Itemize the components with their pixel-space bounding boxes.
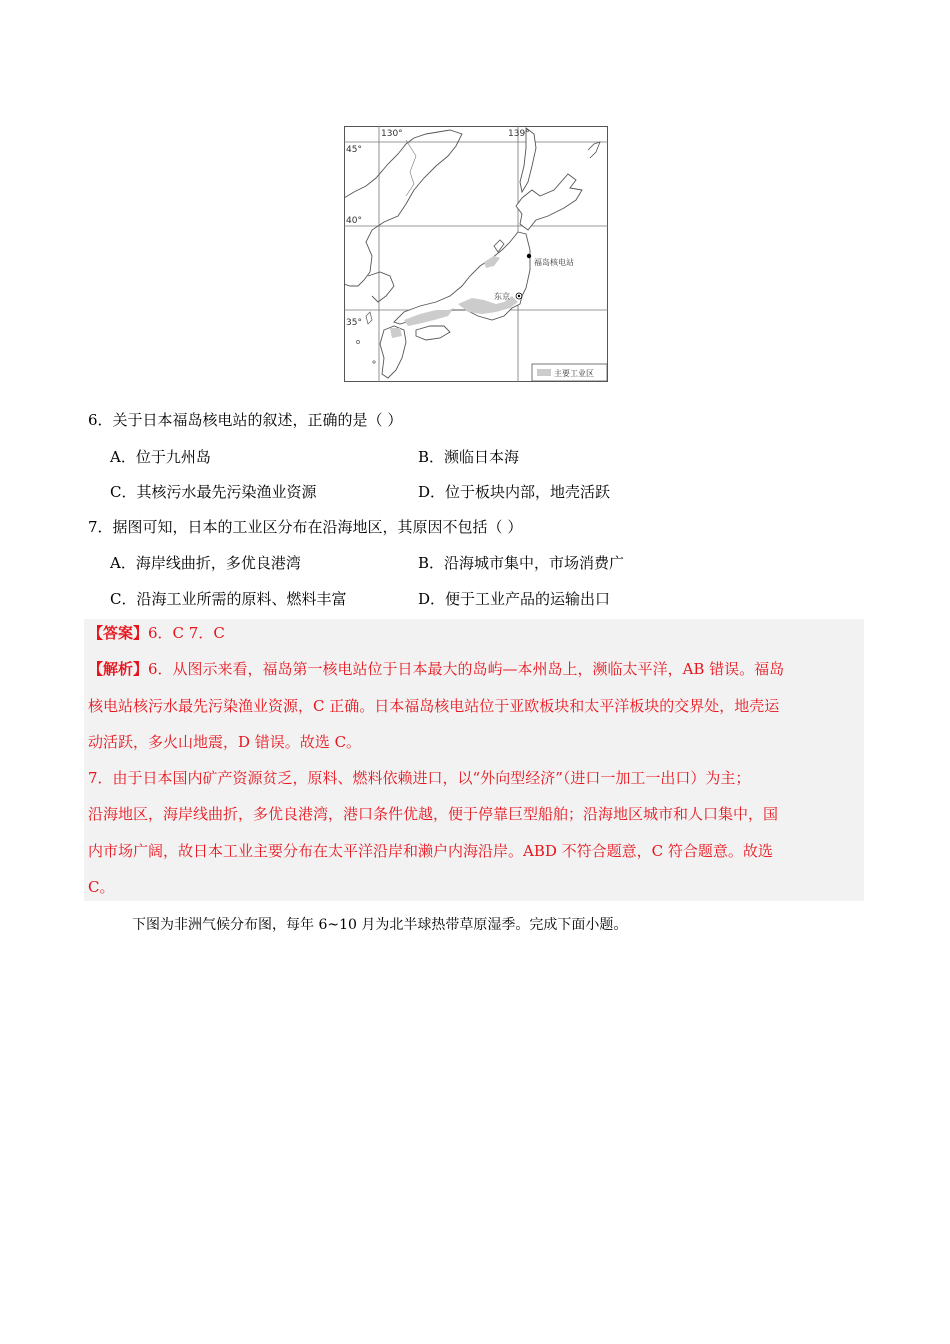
japan-map [344,126,608,382]
lat-35-label: 35° [346,318,362,328]
lon-130-label: 130° [381,129,403,139]
fukushima-marker [527,254,531,258]
analysis-line-2: 核电站核污水最先污染渔业资源，C 正确。日本福岛核电站位于亚欧板块和太平洋板块的交界处，地壳运 [88,697,780,715]
question-7-option-c: C．沿海工业所需的原料、燃料丰富 [110,590,347,608]
analysis-label: 【解析】 [88,660,149,678]
answer-line [88,622,225,644]
analysis-line-4: 7．由于日本国内矿产资源贫乏，原料、燃料依赖进口，以“外向型经济”（进口一加工一出口）为主； [88,769,751,787]
question-7-option-d: D．便于工业产品的运输出口 [418,590,611,608]
lat-40-label: 40° [346,216,362,226]
analysis-line-3: 动活跃，多火山地震，D 错误。故选 C。 [88,733,362,751]
legend-swatch [537,369,551,376]
question-7-stem: 7．据图可知，日本的工业区分布在沿海地区，其原因不包括（ ） [88,518,523,536]
analysis-line-5: 沿海地区，海岸线曲折，多优良港湾，港口条件优越，便于停靠巨型船舶；沿海地区城市和人口集中，国 [88,805,779,823]
question-6-stem: 6．关于日本福岛核电站的叙述，正确的是（ ） [88,411,403,429]
analysis-text-1: 6．从图示来看，福岛第一核电站位于日本最大的岛屿—本州岛上，濒临太平洋，AB 错误。福岛 [148,660,785,678]
answer-text: 6．C 7．C [148,624,225,642]
question-7-option-b: B．沿海城市集中，市场消费广 [418,554,625,572]
question-7-option-a: A．海岸线曲折，多优良港湾 [110,554,301,572]
lat-45-label: 45° [346,145,362,155]
next-section-intro: 下图为非洲气候分布图，每年 6~10 月为北半球热带草原湿季。完成下面小题。 [132,917,628,933]
analysis-line-1 [88,658,784,680]
analysis-line-6: 内市场广阔，故日本工业主要分布在太平洋沿岸和濑户内海沿岸。ABD 不符合题意，C 符合题意。故选 [88,842,773,860]
fukushima-label: 福岛核电站 [534,258,574,267]
tokyo-marker-dot [518,295,520,297]
lon-139-label: 139° [508,129,530,139]
question-6-option-d: D．位于板块内部，地壳活跃 [418,483,611,501]
legend-label: 主要工业区 [554,369,594,378]
answer-label: 【答案】 [88,624,149,642]
tokyo-label: 东京 [494,292,510,301]
question-6-option-b: B．濒临日本海 [418,448,520,466]
question-6-option-c: C．其核污水最先污染渔业资源 [110,483,317,501]
japan-map-figure [344,126,608,382]
question-6-option-a: A．位于九州岛 [110,448,211,466]
analysis-line-7: C。 [88,878,115,896]
